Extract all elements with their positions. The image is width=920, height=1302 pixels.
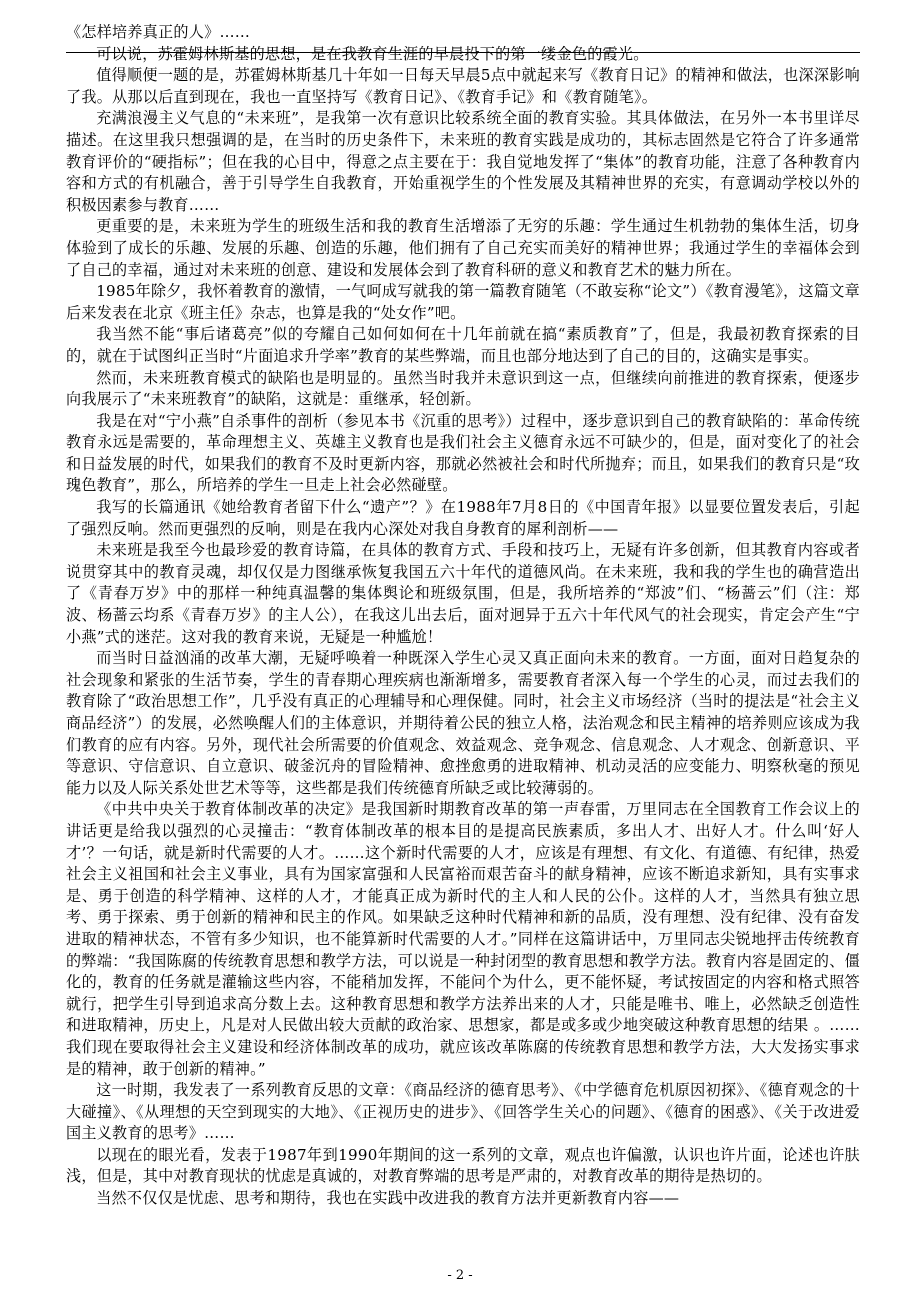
body-text — [66, 22, 860, 1210]
paragraph: 更重要的是，未来班为学生的班级生活和我的教育生活增添了无穷的乐趣：学生通过生机勃勃的集体生活，切身体验到了成长的乐趣、发展的乐趣、创造的乐趣，他们拥有了自己充实而美好的精神世界；我通过学生的幸福体会到了自己的幸福，通过对未来班的创意、建设和发展体会到了教育科研的意义和教育艺术的魅力所在。 — [66, 217, 860, 279]
paragraph: 1985年除夕，我怀着教育的激情，一气呵成写就我的第一篇教育随笔（不敢妄称“论文”）《教育漫笔》，这篇文章后来发表在北京《班主任》杂志，也算是我的“处女作”吧。 — [66, 282, 860, 322]
paragraph: 《中共中央关于教育体制改革的决定》是我国新时期教育改革的第一声春雷，万里同志在全国教育工作会议上的讲话更是给我以强烈的心灵撞击：“教育体制改革的根本目的是提高民族素质，多出人才、出好人才。什么叫‘好人才’？一句话，就是新时代需要的人才。……这个新时代需要的人才，应该是有理想、有文化、有道德、有纪律，热爱社会主义祖国和社会主义事业，具有为国家富强和人民富裕而艰苦奋斗的献身精神，应该不断追求新知，具有实事求是、勇于创造的科学精神、这样的人才，才能真正成为新时代的主人和人民的公仆。这样的人才，当然具有独立思考、勇于探索、勇于创新的精神和民主的作风。如果缺乏这种时代精神和新的品质，没有理想、没有纪律、没有奋发进取的精神状态，不管有多少知识，也不能算新时代需要的人才。”同样在这篇讲话中，万里同志尖锐地抨击传统教育的弊端：“我国陈腐的传统教育思想和教学方法，可以说是一种封闭型的教育思想和教学方法。教育内容是固定的、僵化的，教育的任务就是灌输这些内容，不能稍加发挥，不能问个为什么，更不能怀疑，考试按固定的内容和格式照答就行，把学生引导到追求高分数上去。这种教育思想和教学方法养出来的人才，只能是唯书、唯上，必然缺乏创造性和进取精神，历史上，凡是对人民做出较大贡献的政治家、思想家，都是或多或少地突破这种教育思想的结果 。……我们现在要取得社会主义建设和经济体制改革的成功，就应该改革陈腐的传统教育思想和教学方法，大大发扬实事求是的精神，敢于创新的精神。” — [66, 800, 860, 1078]
paragraph: 充满浪漫主义气息的“未来班”，是我第一次有意识比较系统全面的教育实验。其具体做法，在另外一本书里详尽描述。在这里我只想强调的是，在当时的历史条件下，未来班的教育实践是成功的，其标志固然是它符合了许多通常教育评价的“硬指标”；但在我的心目中，得意之点主要在于：我自觉地发挥了“集体”的教育功能，注意了各种教育内容和方式的有机融合，善于引导学生自我教育，开始重视学生的个性发展及其精神世界的充实，有意调动学校以外的积极因素参与教育…… — [66, 109, 860, 214]
paragraph: 当然不仅仅是忧虑、思考和期待，我也在实践中改进我的教育方法并更新教育内容—— — [96, 1189, 680, 1208]
paragraph: 我当然不能“事后诸葛亮”似的夸耀自己如何如何在十几年前就在搞“素质教育”了，但是，我最初教育探索的目的，就在于试图纠正当时“片面追求升学率”教育的某些弊端，而且也部分地达到了自己的目的，这确实是事实。 — [66, 325, 860, 365]
paragraph: 未来班是我至今也最珍爱的教育诗篇，在具体的教育方式、手段和技巧上，无疑有许多创新，但其教育内容或者说贯穿其中的教育灵魂，却仅仅是力图继承恢复我国五六十年代的道德风尚。在未来班，我和我的学生也的确营造出了《青春万岁》中的那样一种纯真温馨的集体舆论和班级氛围，但是，我所培养的“郑波”们、“杨蔷云”们（注：郑波、杨蔷云均系《青春万岁》的主人公），在我这儿出去后，面对迥异于五六十年代风气的社会现实，肯定会产生“宁小燕”式的迷茫。这对我的教育来说，无疑是一种尴尬！ — [66, 541, 860, 646]
paragraph: 我是在对“宁小燕”自杀事件的剖析（参见本书《沉重的思考》）过程中，逐步意识到自己的教育缺陷的：革命传统教育永远是需要的，革命理想主义、英雄主义教育也是我们社会主义德育永远不可缺少的，但是，面对变化了的社会和日益发展的时代，如果我们的教育不及时更新内容，那就必然被社会和时代所抛弃；而且，如果我们的教育只是“玫瑰色教育”，那么，所培养的学生一旦走上社会必然碰壁。 — [66, 411, 860, 495]
paragraph: 可以说，苏霍姆林斯基的思想，是在我教育生涯的早晨投下的第一缕金色的霞光。 — [96, 44, 649, 63]
paragraph: 我写的长篇通讯《她给教育者留下什么“遗产”？》在1988年7月8日的《中国青年报》以显要位置发表后，引起了强烈反响。然而更强烈的反响，则是在我内心深处对我自身教育的犀利剖析—— — [66, 498, 860, 538]
paragraph: 这一时期，我发表了一系列教育反思的文章：《商品经济的德育思考》、《中学德育危机原因初探》、《德育观念的十大碰撞》、《从理想的天空到现实的大地》、《正视历史的进步》、《回答学生关心的问题》、《德育的困惑》、《关于改进爱国主义教育的思考》…… — [66, 1081, 860, 1143]
paragraph: 以现在的眼光看，发表于1987年到1990年期间的这一系列的文章，观点也许偏激，认识也许片面，论述也许肤浅，但是，其中对教育现状的忧虑是真诚的，对教育弊端的思考是严肃的，对教育改革的期待是热切的。 — [66, 1145, 860, 1186]
paragraph: 然而，未来班教育模式的缺陷也是明显的。虽然当时我并未意识到这一点，但继续向前推进的教育探索，便逐步向我展示了“未来班教育”的缺陷，这就是：重继承，轻创新。 — [66, 368, 860, 409]
page-number: - 2 - — [447, 1268, 473, 1283]
paragraph: 而当时日益汹涌的改革大潮，无疑呼唤着一种既深入学生心灵又真正面向未来的教育。一方面，面对日趋复杂的社会现象和紧张的生活节奏，学生的青春期心理疾病也渐渐增多，需要教育者深入每一个学生的心灵，而过去我们的教育除了“政治思想工作”，几乎没有真正的心理辅导和心理保健。同时，社会主义市场经济（当时的提法是“社会主义商品经济”）的发展，必然唤醒人们的主体意识，并期待着公民的独立人格，法治观念和民主精神的培养则应该成为我们教育的应有内容。另外，现代社会所需要的价值观念、效益观念、竞争观念、信息观念、人才观念、创新意识、平等意识、守信意识、自立意识、破釜沉舟的冒险精神、愈挫愈勇的进取精神、机动灵活的应变能力、明察秋毫的预见能力以及人际关系处世艺术等等，这些都是我们传统德育所缺乏或比较薄弱的。 — [66, 649, 860, 797]
paragraph: 《怎样培养真正的人》…… — [66, 23, 251, 41]
paragraph: 值得顺便一题的是，苏霍姆林斯基几十年如一日每天早晨5点中就起来写《教育日记》的精神和做法，也深深影响了我。从那以后直到现在，我也一直坚持写《教育日记》、《教育手记》和《教育随笔》。 — [66, 66, 860, 106]
